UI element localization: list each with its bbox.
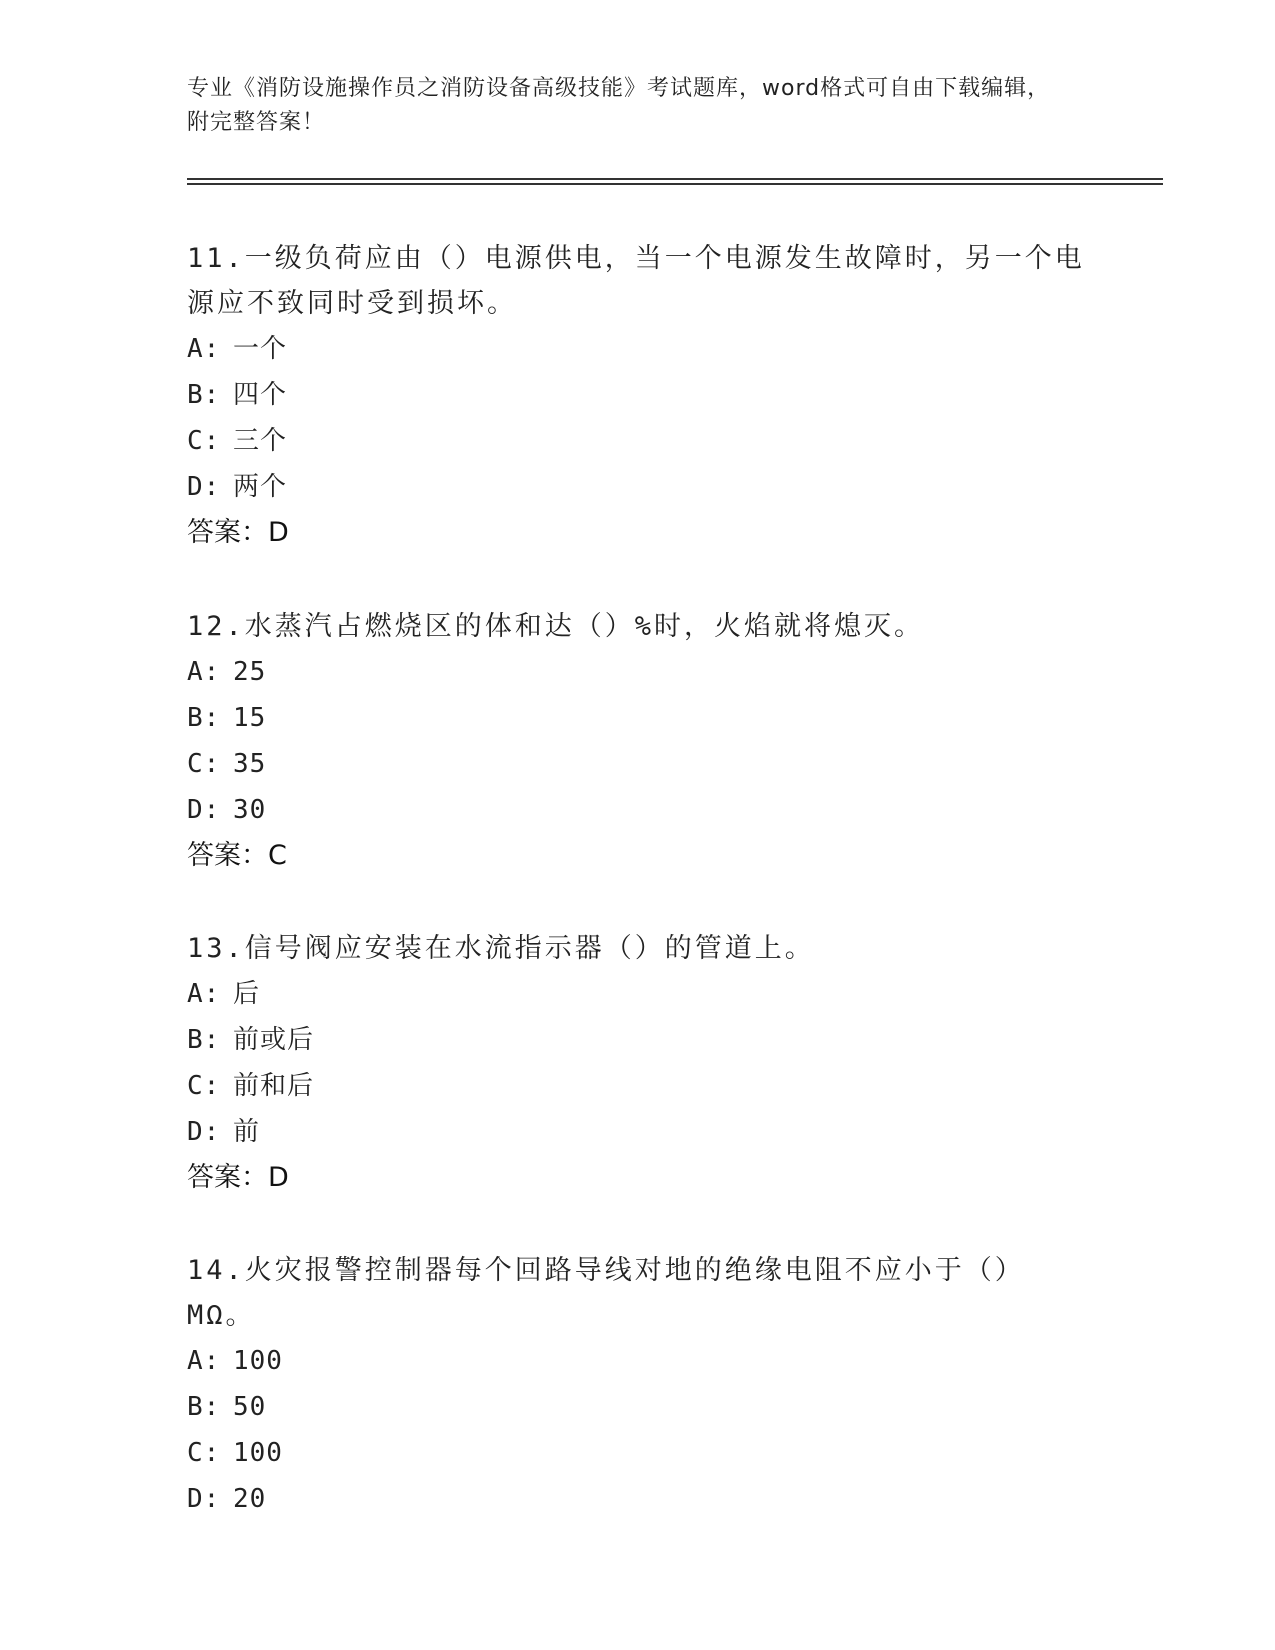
- option-letter: D:: [187, 795, 221, 825]
- option-text: 四个: [233, 380, 288, 410]
- option-b: [187, 1017, 1087, 1063]
- answer-line: 答案：C: [187, 840, 287, 871]
- question-stem: 12.水蒸汽占燃烧区的体和达（）%时，火焰就将熄灭。: [187, 611, 925, 642]
- question-11: [187, 236, 1087, 556]
- option-letter: B:: [187, 703, 221, 733]
- question-12: [187, 604, 1087, 879]
- document-header: 专业《消防设施操作员之消防设备高级技能》考试题库，word格式可自由下载编辑，附完整答案！: [187, 76, 1051, 135]
- option-d: [187, 787, 1087, 833]
- option-b: [187, 372, 1087, 418]
- option-letter: D:: [187, 1484, 221, 1514]
- option-text: 100: [233, 1438, 283, 1468]
- question-stem: 13.信号阀应安装在水流指示器（）的管道上。: [187, 933, 815, 964]
- option-letter: A:: [187, 979, 221, 1009]
- option-a: [187, 1338, 1087, 1384]
- question-stem: 11.一级负荷应由（）电源供电，当一个电源发生故障时，另一个电源应不致同时受到损坏。: [187, 243, 1085, 319]
- option-b: [187, 1384, 1087, 1430]
- option-letter: C:: [187, 1071, 221, 1101]
- option-letter: B:: [187, 1392, 221, 1422]
- option-c: [187, 1430, 1087, 1476]
- option-letter: A:: [187, 657, 221, 687]
- option-text: 30: [233, 795, 267, 825]
- answer-line: 答案：D: [187, 517, 289, 548]
- option-text: 三个: [233, 426, 288, 456]
- option-letter: B:: [187, 380, 221, 410]
- option-d: [187, 1109, 1087, 1155]
- header-divider-bottom: [187, 183, 1163, 185]
- header-divider-top: [187, 178, 1163, 180]
- option-text: 前和后: [233, 1071, 315, 1101]
- option-a: [187, 326, 1087, 372]
- option-text: 35: [233, 749, 267, 779]
- option-letter: B:: [187, 1025, 221, 1055]
- option-a: [187, 649, 1087, 695]
- option-letter: D:: [187, 472, 221, 502]
- option-letter: C:: [187, 1438, 221, 1468]
- option-letter: C:: [187, 426, 221, 456]
- option-text: 两个: [233, 472, 288, 502]
- option-text: 前: [233, 1117, 261, 1147]
- option-letter: A:: [187, 334, 221, 364]
- option-text: 50: [233, 1392, 267, 1422]
- question-14: [187, 1248, 1087, 1522]
- option-text: 一个: [233, 334, 288, 364]
- option-letter: C:: [187, 749, 221, 779]
- option-b: [187, 695, 1087, 741]
- option-c: [187, 418, 1087, 464]
- option-text: 后: [233, 979, 261, 1009]
- option-text: 15: [233, 703, 267, 733]
- option-text: 前或后: [233, 1025, 315, 1055]
- option-d: [187, 1476, 1087, 1522]
- option-c: [187, 1063, 1087, 1109]
- answer-line: 答案：D: [187, 1162, 289, 1193]
- question-stem: 14.火灾报警控制器每个回路导线对地的绝缘电阻不应小于（）MΩ。: [187, 1255, 1025, 1331]
- option-a: [187, 971, 1087, 1017]
- option-text: 20: [233, 1484, 267, 1514]
- option-letter: A:: [187, 1346, 221, 1376]
- option-letter: D:: [187, 1117, 221, 1147]
- question-13: [187, 926, 1087, 1201]
- option-text: 25: [233, 657, 267, 687]
- option-text: 100: [233, 1346, 283, 1376]
- option-c: [187, 741, 1087, 787]
- option-d: [187, 464, 1087, 510]
